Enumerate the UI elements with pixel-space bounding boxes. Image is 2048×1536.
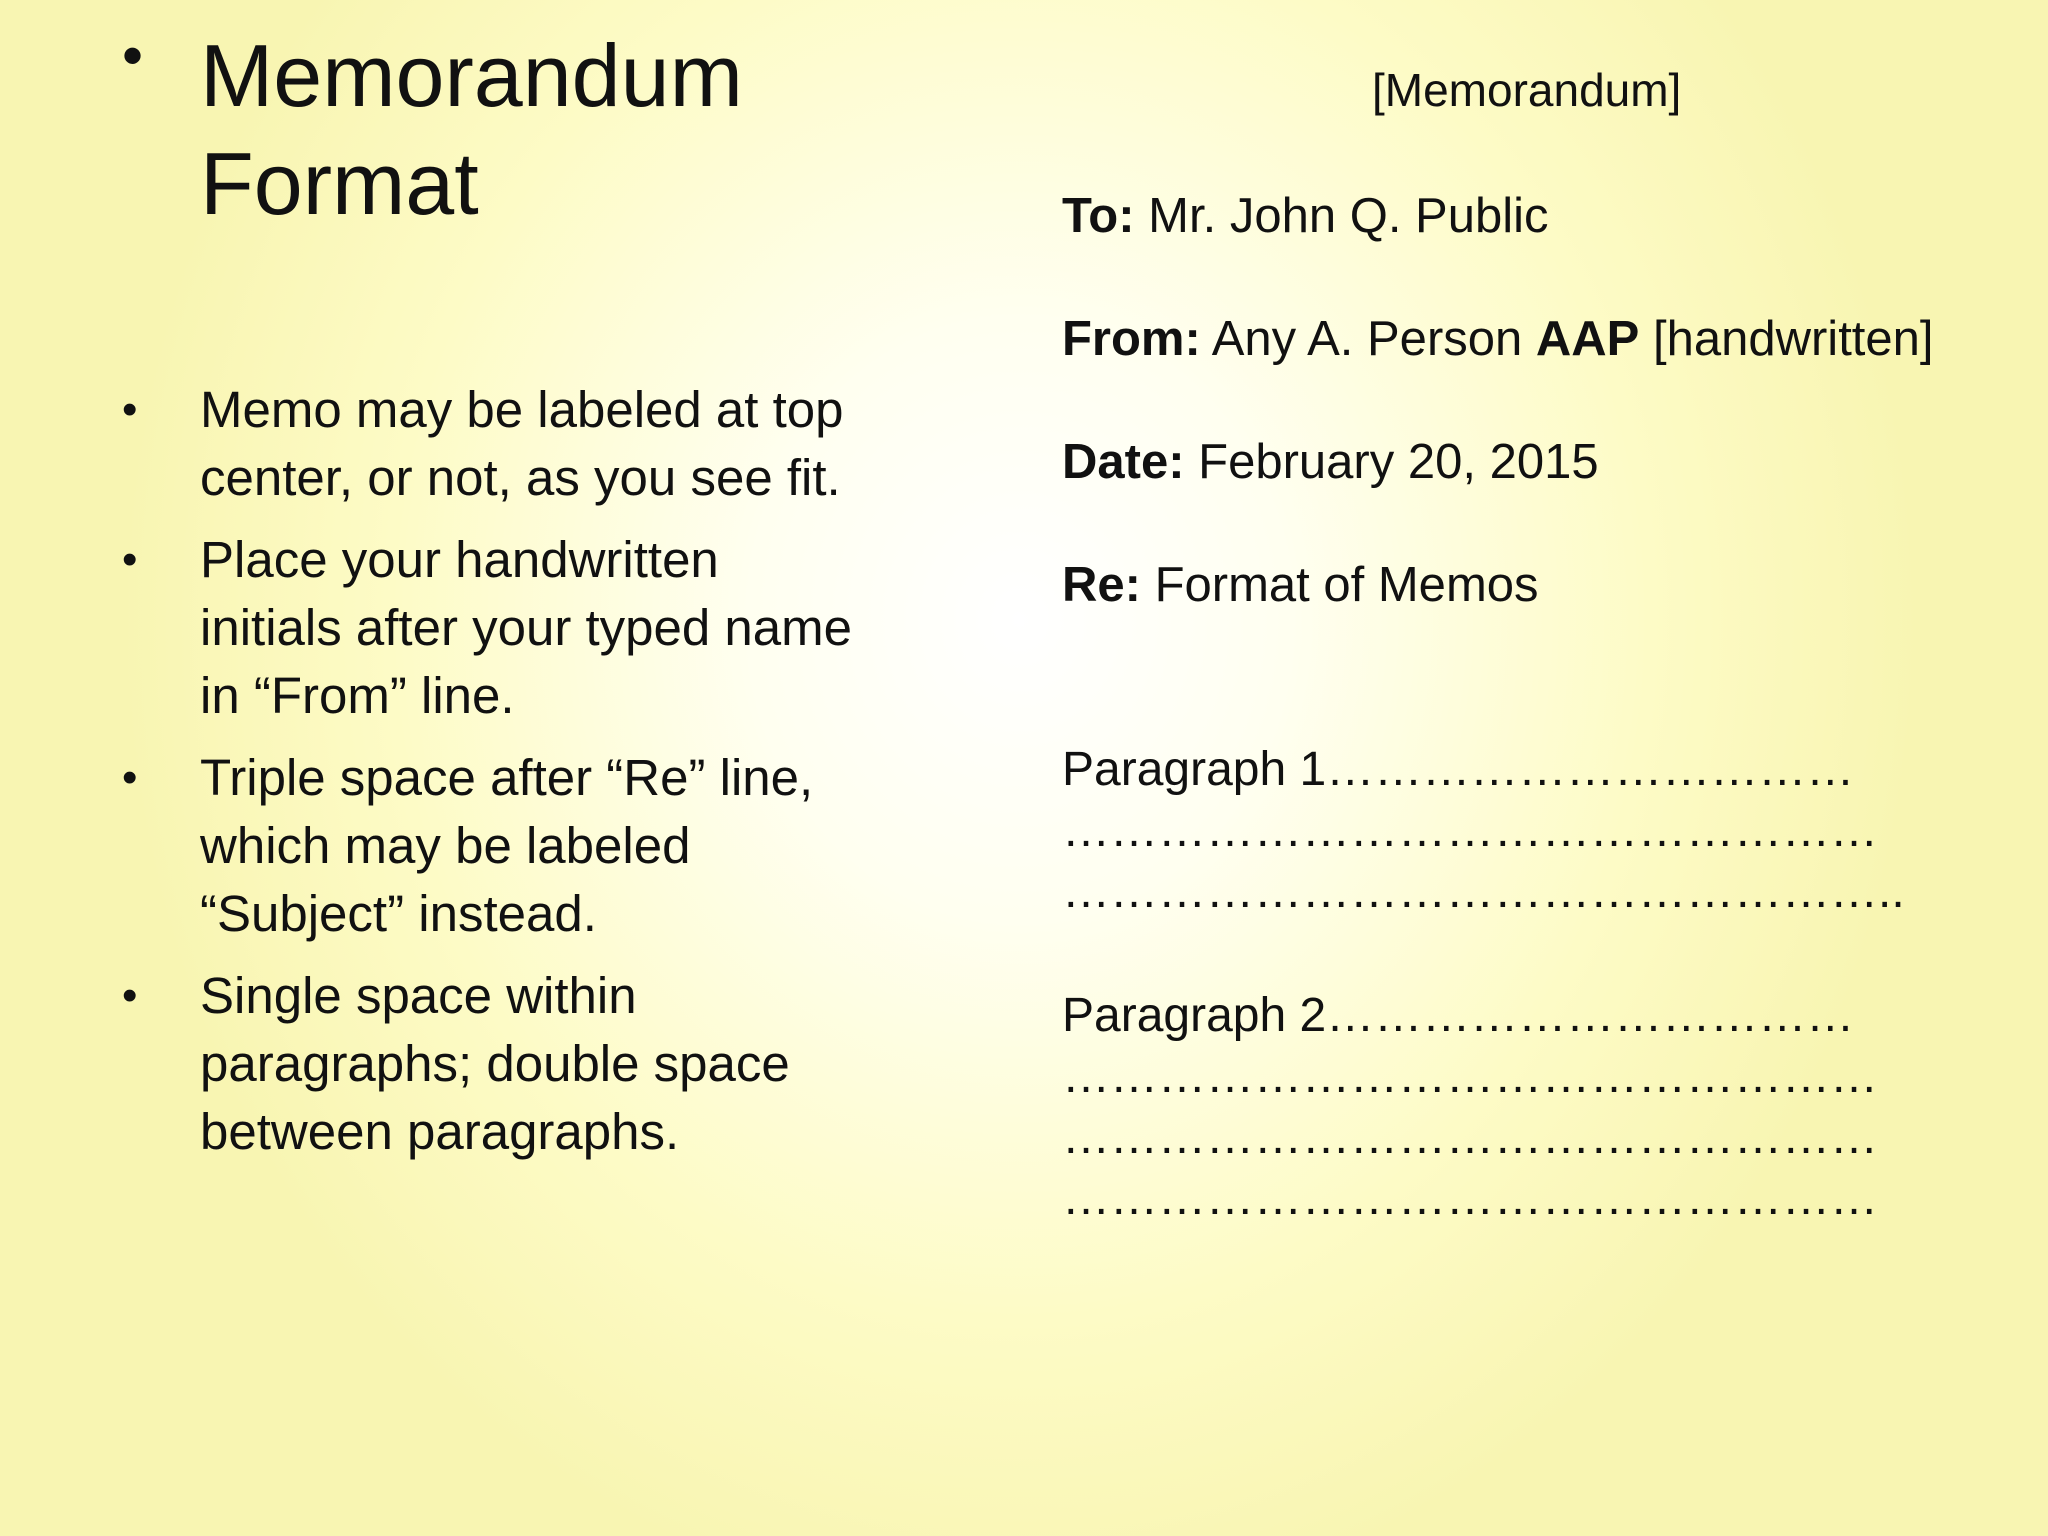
memo-paragraph-2: [1062, 985, 1878, 1229]
list-item-line: paragraphs; double space: [200, 1035, 790, 1092]
title-bullet: •: [122, 22, 144, 89]
list-item: [122, 376, 942, 512]
to-label: To:: [1062, 189, 1135, 243]
list-item-line: Triple space after “Re” line,: [200, 749, 814, 806]
list-item-line: center, or not, as you see fit.: [200, 449, 841, 506]
paragraph-2-line: ……………………………………………: [1062, 1172, 1878, 1225]
guidelines-list: [122, 376, 942, 1180]
list-item-line: Single space within: [200, 967, 637, 1024]
memo-from-line: [1062, 309, 1934, 369]
paragraph-1-line: ……………………………………………..: [1062, 865, 1905, 918]
bullet-marker: •: [122, 971, 138, 1020]
re-value: Format of Memos: [1154, 558, 1539, 612]
bullet-marker: •: [122, 753, 138, 802]
to-value: Mr. John Q. Public: [1148, 189, 1549, 243]
paragraph-1-lead: Paragraph 1……………………………: [1062, 743, 1855, 796]
from-note: [handwritten]: [1652, 312, 1934, 366]
list-item-line: Memo may be labeled at top: [200, 381, 844, 438]
list-item-line: initials after your typed name: [200, 599, 852, 656]
list-item-line: Place your handwritten: [200, 531, 719, 588]
list-item-line: “Subject” instead.: [200, 885, 597, 942]
paragraph-2-lead: Paragraph 2……………………………: [1062, 989, 1855, 1042]
list-item-line: between paragraphs.: [200, 1103, 680, 1160]
re-label: Re:: [1062, 558, 1141, 612]
date-label: Date:: [1062, 435, 1185, 489]
title-line-1: Memorandum: [200, 26, 743, 125]
date-value: February 20, 2015: [1198, 435, 1599, 489]
memo-to-line: [1062, 186, 1549, 246]
memo-re-line: [1062, 555, 1539, 615]
bullet-marker: •: [122, 385, 138, 434]
bullet-marker: •: [122, 535, 138, 584]
list-item: [122, 962, 942, 1166]
list-item-line: in “From” line.: [200, 667, 515, 724]
paragraph-1-line: ……………………………………………: [1062, 804, 1878, 857]
from-initials: AAP: [1535, 312, 1640, 366]
from-label: From:: [1062, 312, 1201, 366]
memo-date-line: [1062, 432, 1599, 492]
paragraph-2-line: ……………………………………………: [1062, 1111, 1878, 1164]
list-item: [122, 526, 942, 730]
memo-header: [Memorandum]: [1372, 64, 1682, 116]
list-item-line: which may be labeled: [200, 817, 691, 874]
slide-title: [200, 22, 743, 238]
memo-paragraph-1: [1062, 739, 1905, 922]
list-item: [122, 744, 942, 948]
title-line-2: Format: [200, 134, 479, 233]
from-value: Any A. Person: [1211, 312, 1523, 366]
paragraph-2-line: ……………………………………………: [1062, 1050, 1878, 1103]
